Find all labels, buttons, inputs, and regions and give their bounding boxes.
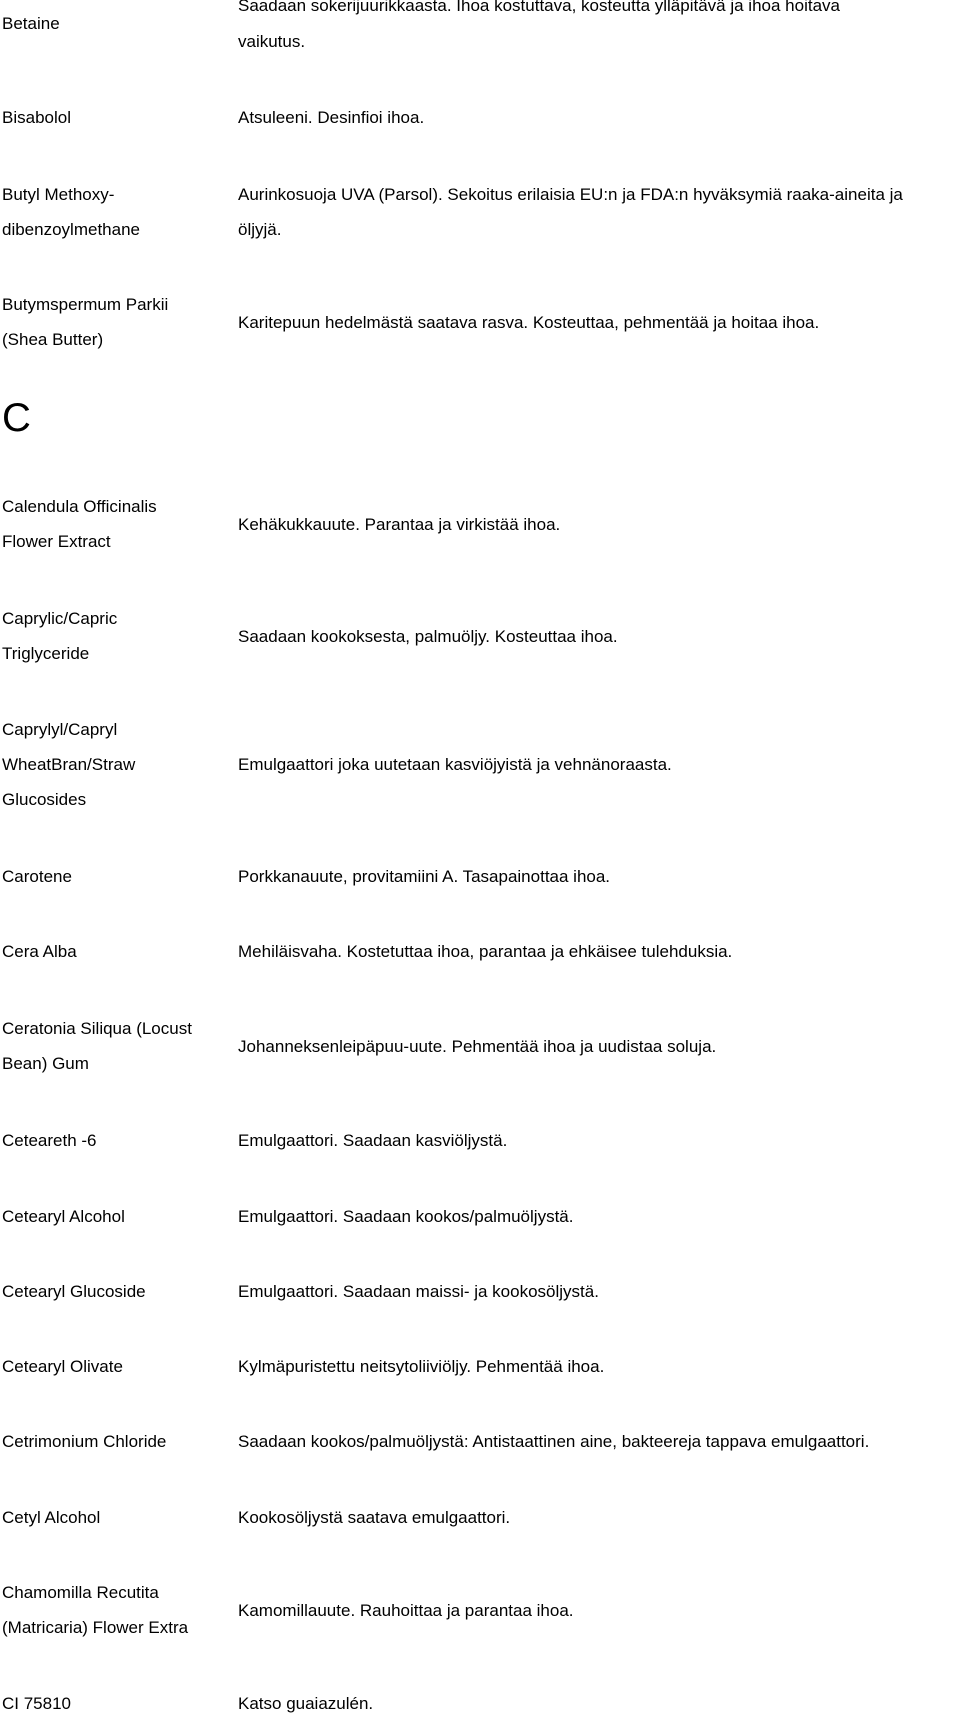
ingredient-description: Saadaan kookos/palmuöljystä: Antistaattinen aine, bakteereja tappava emulgaattori. bbox=[238, 1432, 870, 1451]
ingredient-name: Chamomilla Recutita bbox=[2, 1583, 159, 1602]
ingredient-description: Atsuleeni. Desinfioi ihoa. bbox=[238, 108, 425, 127]
ingredient-description: vaikutus. bbox=[238, 32, 306, 51]
ingredient-name: Butymspermum Parkii bbox=[2, 295, 169, 314]
ingredient-description: Emulgaattori joka uutetaan kasviöjyistä ja vehnänoraasta. bbox=[238, 755, 672, 774]
ingredient-description: Emulgaattori. Saadaan maissi- ja kookosöljystä. bbox=[238, 1282, 599, 1301]
ingredient-name: WheatBran/Straw bbox=[2, 755, 136, 774]
ingredient-description: öljyjä. bbox=[238, 220, 282, 239]
ingredient-name: Bisabolol bbox=[2, 108, 71, 127]
ingredient-name: Carotene bbox=[2, 867, 72, 886]
ingredient-name: Caprylyl/Capryl bbox=[2, 720, 118, 739]
ingredient-description: Karitepuun hedelmästä saatava rasva. Kosteuttaa, pehmentää ja hoitaa ihoa. bbox=[238, 313, 820, 332]
ingredient-name: Bean) Gum bbox=[2, 1054, 89, 1073]
ingredient-description: Saadaan sokerijuurikkaasta. Ihoa kostuttava, kosteutta ylläpitävä ja ihoa hoitava bbox=[238, 0, 840, 15]
ingredient-name: Cetearyl Alcohol bbox=[2, 1207, 125, 1226]
ingredient-description: Emulgaattori. Saadaan kasviöljystä. bbox=[238, 1131, 508, 1150]
ingredient-description: Porkkanauute, provitamiini A. Tasapainottaa ihoa. bbox=[238, 867, 611, 886]
ingredient-description: Johanneksenleipäpuu-uute. Pehmentää ihoa ja uudistaa soluja. bbox=[238, 1037, 717, 1056]
ingredient-name: Cetearyl Glucoside bbox=[2, 1282, 146, 1301]
ingredient-name: Ceteareth -6 bbox=[2, 1131, 97, 1150]
ingredient-name: Cetearyl Olivate bbox=[2, 1357, 123, 1376]
ingredient-description: Katso guaiazulén. bbox=[238, 1694, 374, 1713]
ingredient-name: Ceratonia Siliqua (Locust bbox=[2, 1019, 192, 1038]
ingredient-name: Cetyl Alcohol bbox=[2, 1508, 101, 1527]
ingredient-name: (Shea Butter) bbox=[2, 330, 104, 349]
ingredient-name: Calendula Officinalis bbox=[2, 497, 157, 516]
ingredient-name: Butyl Methoxy- bbox=[2, 185, 115, 204]
ingredient-name: Betaine bbox=[2, 14, 60, 33]
ingredient-name: Cera Alba bbox=[2, 942, 77, 961]
ingredient-name: Caprylic/Capric bbox=[2, 609, 118, 628]
ingredient-description: Mehiläisvaha. Kostetuttaa ihoa, parantaa ja ehkäisee tulehduksia. bbox=[238, 942, 733, 961]
ingredient-description: Kehäkukkauute. Parantaa ja virkistää ihoa. bbox=[238, 515, 561, 534]
ingredient-description: Kylmäpuristettu neitsytoliiviöljy. Pehmentää ihoa. bbox=[238, 1357, 605, 1376]
ingredient-name: Flower Extract bbox=[2, 532, 111, 551]
ingredient-name: dibenzoylmethane bbox=[2, 220, 140, 239]
ingredient-name: Cetrimonium Chloride bbox=[2, 1432, 167, 1451]
ingredient-name: Triglyceride bbox=[2, 644, 90, 663]
ingredient-name: Glucosides bbox=[2, 790, 87, 809]
ingredient-description: Saadaan kookoksesta, palmuöljy. Kosteuttaa ihoa. bbox=[238, 627, 618, 646]
section-heading-c: C bbox=[2, 396, 31, 440]
ingredient-description: Emulgaattori. Saadaan kookos/palmuöljystä. bbox=[238, 1207, 574, 1226]
ingredient-description: Kamomillauute. Rauhoittaa ja parantaa ihoa. bbox=[238, 1601, 574, 1620]
ingredient-name: (Matricaria) Flower Extra bbox=[2, 1618, 189, 1637]
ingredient-description: Aurinkosuoja UVA (Parsol). Sekoitus erilaisia EU:n ja FDA:n hyväksymiä raaka-aineita ja bbox=[238, 185, 903, 204]
ingredient-name: CI 75810 bbox=[2, 1694, 71, 1713]
ingredient-description: Kookosöljystä saatava emulgaattori. bbox=[238, 1508, 511, 1527]
